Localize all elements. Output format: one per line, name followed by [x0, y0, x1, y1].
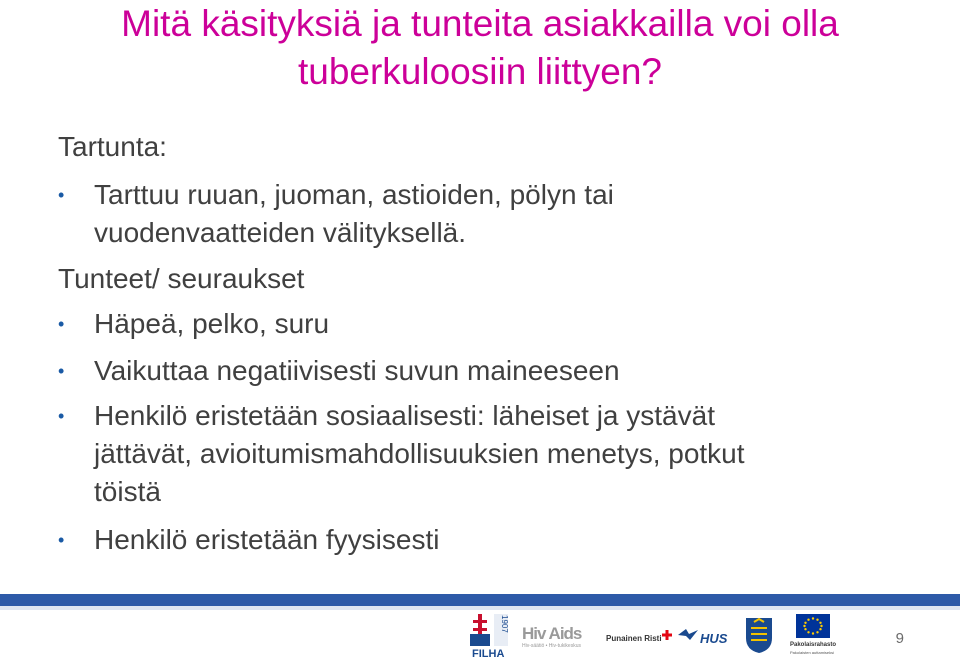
- eu-logo: [790, 614, 840, 660]
- coat-of-arms-logo: [744, 616, 774, 654]
- bullet-icon: •: [58, 185, 65, 205]
- eu-flag-icon: [796, 614, 830, 638]
- hivaids-subtitle: Hiv-säätiö • Hiv-tukikeskus: [522, 643, 581, 649]
- title-line-1: Mitä käsityksiä ja tunteita asiakkailla voi olla: [121, 3, 839, 44]
- red-cross-label: Punainen Risti: [606, 634, 662, 643]
- bullet-text-line: Vaikuttaa negatiivisesti suvun maineeseen: [94, 355, 620, 386]
- hivaids-label: Hiv Aids: [522, 624, 582, 643]
- filha-logo: [468, 612, 514, 662]
- red-cross-icon: [662, 630, 672, 640]
- bullet-text-line: Tarttuu ruuan, juoman, astioiden, pölyn tai: [94, 179, 614, 210]
- slide-title: [0, 0, 960, 96]
- footer-bar: [0, 594, 960, 606]
- footer-bar-light: [0, 606, 960, 610]
- bullet-text-line: Henkilö eristetään fyysisesti: [94, 524, 440, 555]
- bullet-icon: •: [58, 406, 65, 426]
- red-cross-logo: [606, 628, 672, 648]
- section-heading-tartunta: Tartunta:: [58, 131, 167, 162]
- hus-logo: [678, 628, 738, 650]
- bullet-text-line: Häpeä, pelko, suru: [94, 308, 330, 339]
- filha-year: 1907: [500, 615, 509, 633]
- filha-label: FILHA: [472, 648, 505, 660]
- eu-label: Pakolaisrahasto: [790, 642, 837, 648]
- bullet-text-line: töistä: [94, 476, 161, 507]
- bullet-text-line: Henkilö eristetään sosiaalisesti: läheiset ja ystävät: [94, 400, 715, 431]
- page-number: 9: [895, 630, 904, 647]
- bullet-icon: •: [58, 314, 65, 334]
- eu-subtitle: Pakolaisten auttamiseksi: [790, 650, 835, 655]
- section-heading-tunteet: Tunteet/ seuraukset: [58, 263, 305, 294]
- bullet-text-line: vuodenvaatteiden välityksellä.: [94, 217, 467, 248]
- hivaids-logo: [522, 624, 600, 652]
- hus-label: HUS: [700, 631, 728, 646]
- shield-icon: [744, 616, 774, 654]
- bullet-icon: •: [58, 361, 65, 381]
- bullet-text-line: jättävät, avioitumismahdollisuuksien menetys, potkut: [94, 438, 745, 469]
- bullet-icon: •: [58, 530, 65, 550]
- title-line-2: tuberkuloosiin liittyen?: [297, 51, 663, 92]
- hus-bird-icon: [678, 628, 698, 642]
